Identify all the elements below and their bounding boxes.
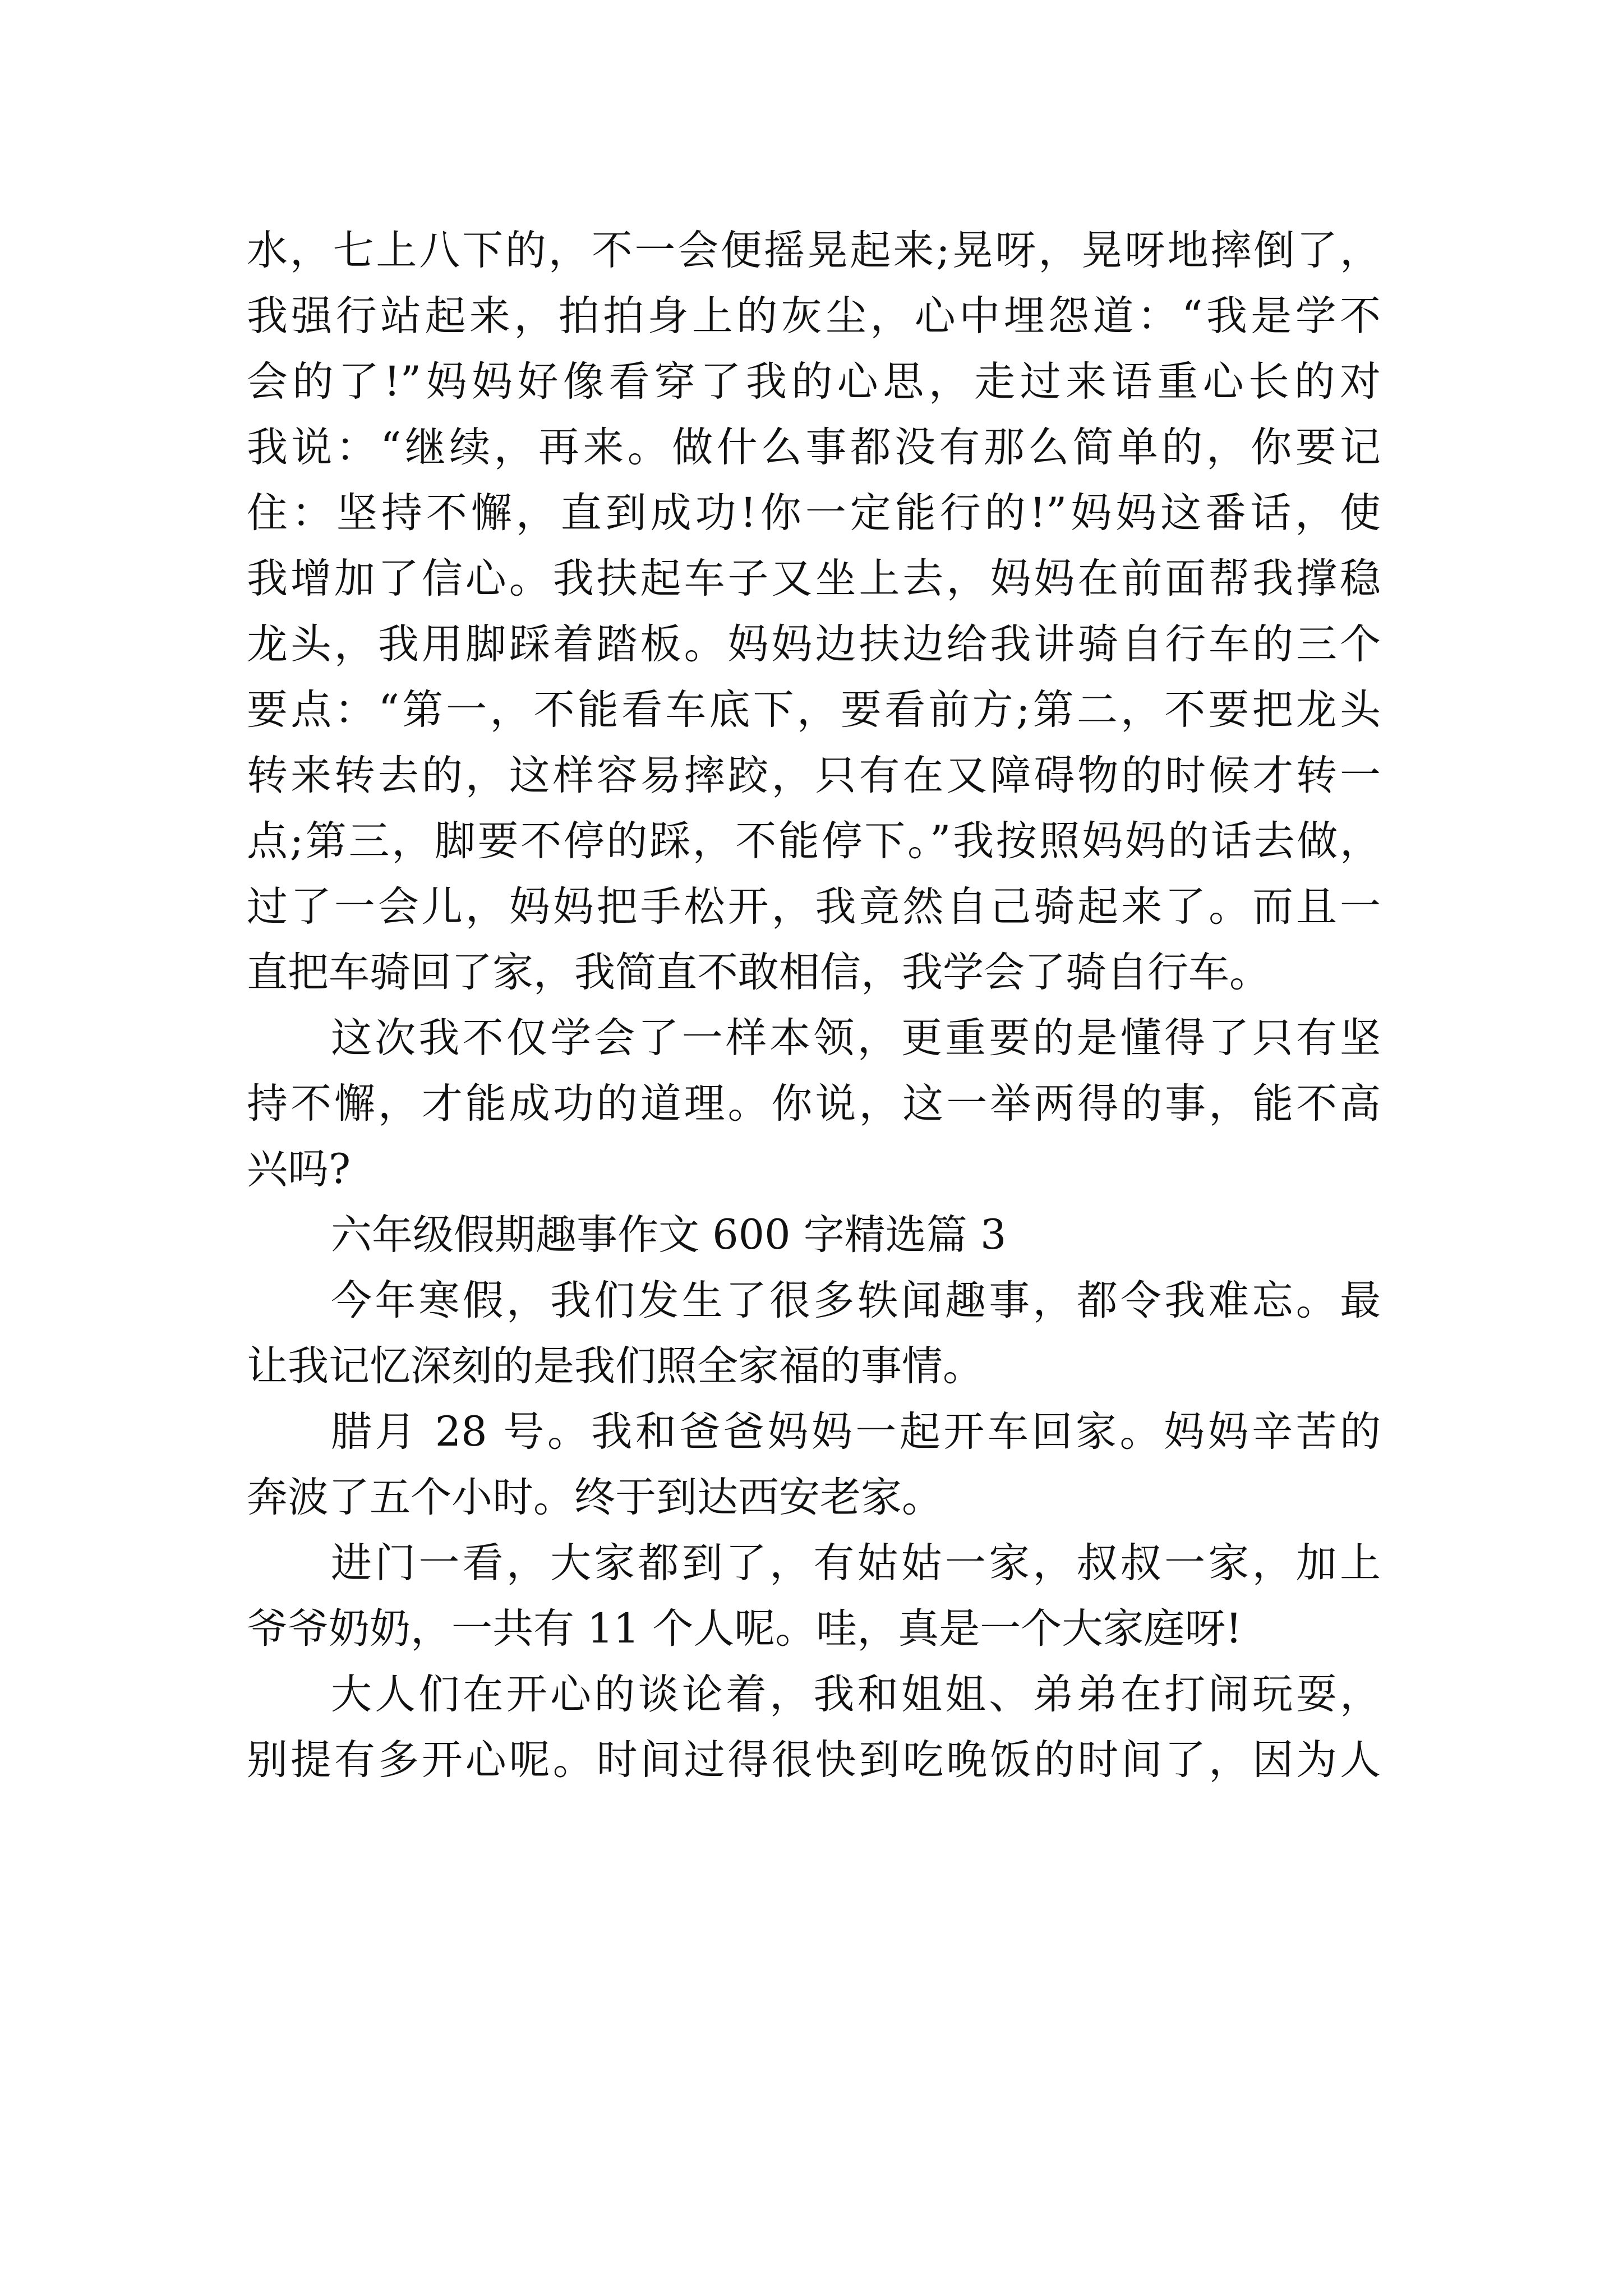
essay-paragraph [247,1662,1381,1793]
text-line: 转来转去的，这样容易摔跤，只有在又障碍物的时候才转一 [247,752,1381,799]
text-line: 进门一看，大家都到了，有姑姑一家，叔叔一家，加上 [331,1539,1381,1587]
text-line: 别提有多开心呢。时间过得很快到吃晚饭的时间了，因为人 [247,1736,1381,1784]
essay-paragraph [247,1268,1381,1399]
essay-paragraph [247,1530,1381,1662]
text-line: 我增加了信心。我扶起车子又坐上去，妈妈在前面帮我撑稳 [247,555,1381,602]
text-line: 水，七上八下的，不一会便摇晃起来;晃呀，晃呀地摔倒了， [247,227,1381,274]
text-line: 我说：“继续，再来。做什么事都没有那么简单的，你要记 [247,424,1381,471]
text-line: 这次我不仅学会了一样本领，更重要的是懂得了只有坚 [331,1014,1381,1062]
essay-paragraph [247,1005,1381,1202]
section-heading [247,1202,1381,1268]
text-line: 会的了!”妈妈好像看穿了我的心思，走过来语重心长的对 [247,358,1381,406]
text-line: 兴吗? [247,1145,351,1193]
text-line: 持不懈，才能成功的道理。你说，这一举两得的事，能不高 [247,1080,1381,1128]
text-line: 要点：“第一，不能看车底下，要看前方;第二，不要把龙头 [247,686,1381,734]
essay-paragraph [247,1399,1381,1530]
text-line: 大人们在开心的谈论着，我和姐姐、弟弟在打闹玩耍， [331,1671,1381,1718]
text-line: 住：坚持不懈，直到成功!你一定能行的!”妈妈这番话，使 [247,489,1381,537]
text-line: 直把车骑回了家，我简直不敢相信，我学会了骑自行车。 [247,949,1270,996]
text-line: 龙头，我用脚踩着踏板。妈妈边扶边给我讲骑自行车的三个 [247,620,1381,668]
text-line: 我强行站起来，拍拍身上的灰尘，心中埋怨道：“我是学不 [247,292,1381,340]
text-line: 过了一会儿，妈妈把手松开，我竟然自己骑起来了。而且一 [247,883,1381,931]
text-line: 爷爷奶奶，一共有 11 个人呢。哇，真是一个大家庭呀! [247,1605,1242,1653]
essay-text-block [247,218,1381,1793]
text-line: 六年级假期趣事作文 600 字精选篇 3 [331,1211,1007,1259]
text-line: 今年寒假，我们发生了很多轶闻趣事，都令我难忘。最 [331,1277,1381,1324]
essay-paragraph [247,218,1381,1005]
text-line: 腊月 28 号。我和爸爸妈妈一起开车回家。妈妈辛苦的 [331,1408,1381,1456]
text-line: 点;第三，脚要不停的踩，不能停下。”我按照妈妈的话去做， [247,817,1381,865]
text-line: 让我记忆深刻的是我们照全家福的事情。 [247,1342,984,1390]
text-line: 奔波了五个小时。终于到达西安老家。 [247,1474,943,1521]
